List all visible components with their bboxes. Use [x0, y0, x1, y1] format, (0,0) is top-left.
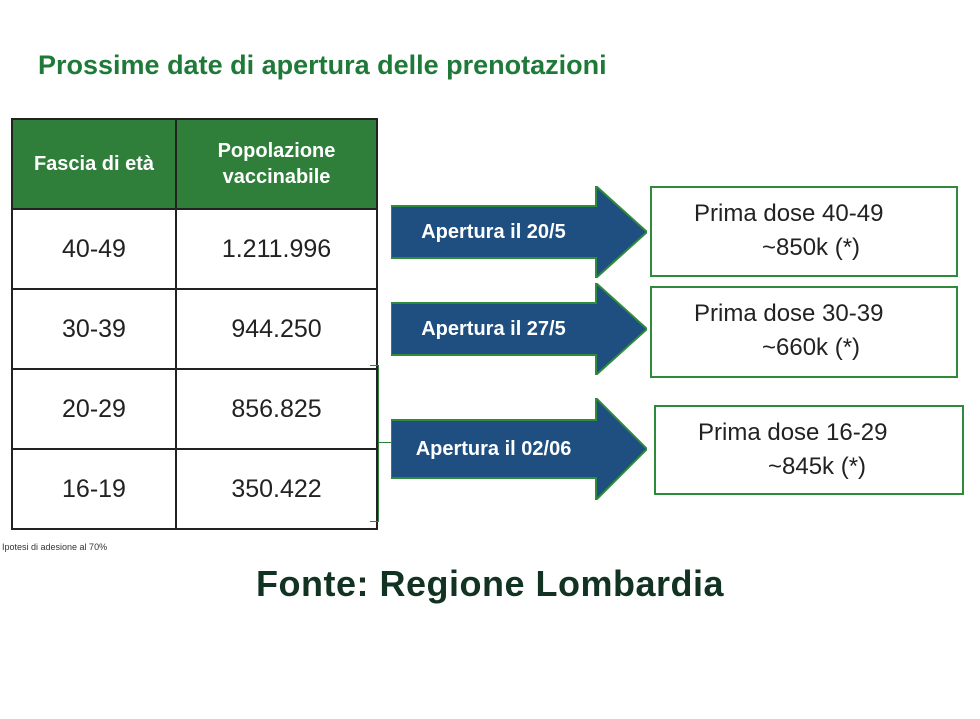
dose-box-estimate: ~850k (*)	[762, 234, 861, 261]
cell-age-band: 40-49	[12, 209, 176, 289]
cell-population: 856.825	[176, 369, 377, 449]
cell-age-band: 30-39	[12, 289, 176, 369]
group-bracket	[370, 365, 379, 522]
header-population: Popolazione vaccinabile	[176, 119, 377, 209]
cell-population: 1.211.996	[176, 209, 377, 289]
table-row	[12, 289, 377, 369]
footnote: Ipotesi di adesione al 70%	[2, 542, 108, 552]
dose-box-estimate: ~845k (*)	[768, 453, 867, 480]
arrow-opening-1	[391, 186, 647, 278]
arrow-label: Apertura il 02/06	[415, 437, 572, 460]
dose-box-title: Prima dose 16-29	[698, 419, 888, 446]
arrow-opening-3	[391, 398, 647, 490]
table-row	[12, 369, 377, 449]
dose-box-1	[650, 186, 958, 277]
arrow-label: Apertura il 20/5	[421, 220, 566, 243]
cell-age-band: 16-19	[12, 449, 176, 529]
dose-box-title: Prima dose 40-49	[694, 200, 884, 227]
dose-box-2	[650, 286, 958, 378]
arrow-opening-2	[391, 283, 647, 375]
dose-box-title: Prima dose 30-39	[694, 300, 884, 327]
table-header-row	[12, 119, 377, 209]
group-bracket-connector	[378, 442, 392, 443]
table-row	[12, 449, 377, 529]
cell-population: 944.250	[176, 289, 377, 369]
dose-box-estimate: ~660k (*)	[762, 334, 861, 361]
cell-age-band: 20-29	[12, 369, 176, 449]
arrow-label: Apertura il 27/5	[421, 317, 566, 340]
header-age-band: Fascia di età	[12, 119, 176, 209]
dose-box-3	[654, 405, 964, 495]
age-population-table	[11, 118, 378, 530]
cell-population: 350.422	[176, 449, 377, 529]
table-row	[12, 209, 377, 289]
source-caption: Fonte: Regione Lombardia	[255, 563, 724, 604]
page-title: Prossime date di apertura delle prenotazioni	[38, 50, 607, 80]
